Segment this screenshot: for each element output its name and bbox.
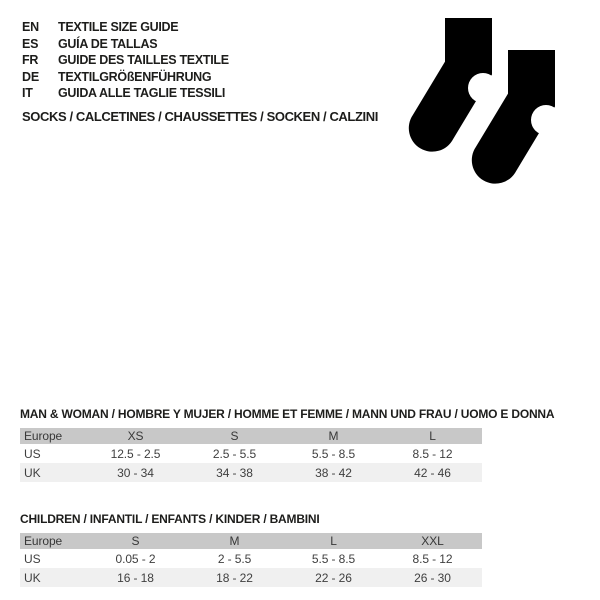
column-header-size: XXL (421, 534, 444, 548)
table-header-row (20, 533, 482, 549)
column-header-size: XS (127, 429, 144, 443)
size-cell: 16 - 18 (117, 570, 154, 585)
column-header-size: M (229, 534, 240, 548)
language-title: GUIDA ALLE TAGLIE TESSILI (58, 86, 226, 101)
region-label: US (24, 446, 41, 461)
language-row-de (22, 69, 229, 86)
language-row-en (22, 19, 229, 36)
language-title: GUÍA DE TALLAS (58, 36, 158, 51)
table-title: MAN & WOMAN / HOMBRE Y MUJER / HOMME ET FEMME / MANN UND FRAU / UOMO E DONNA (20, 407, 555, 421)
table-header-row (20, 428, 482, 444)
region-label: UK (24, 570, 41, 585)
column-header-region: Europe (24, 534, 63, 548)
region-label: UK (24, 465, 41, 480)
size-cell: 8.5 - 12 (412, 551, 453, 566)
language-row-fr (22, 52, 229, 69)
size-cell: 8.5 - 12 (412, 446, 453, 461)
size-table-man-woman (20, 407, 555, 482)
socks-icon (400, 10, 570, 190)
language-title: GUIDE DES TAILLES TEXTILE (58, 53, 229, 68)
language-title: TEXTILGRÖßENFÜHRUNG (58, 69, 212, 84)
size-cell: 0.05 - 2 (115, 551, 156, 566)
size-cell: 18 - 22 (216, 570, 253, 585)
column-header-size: L (330, 534, 337, 548)
table-row-uk (20, 568, 482, 587)
column-header-size: L (429, 429, 436, 443)
product-categories-line: SOCKS / CALCETINES / CHAUSSETTES / SOCKEN / CALZINI (22, 109, 378, 124)
language-code: IT (22, 86, 33, 101)
size-cell: 26 - 30 (414, 570, 451, 585)
table-row-us (20, 444, 482, 463)
size-cell: 12.5 - 2.5 (110, 446, 161, 461)
size-cell: 34 - 38 (216, 465, 253, 480)
language-row-it (22, 85, 229, 102)
language-code: DE (22, 69, 39, 84)
size-cell: 38 - 42 (315, 465, 352, 480)
language-list (22, 19, 229, 102)
size-cell: 2 - 5.5 (217, 551, 252, 566)
language-row-es (22, 36, 229, 53)
column-header-size: S (131, 534, 140, 548)
size-cell: 42 - 46 (414, 465, 451, 480)
table-row-us (20, 549, 482, 568)
column-header-size: S (230, 429, 239, 443)
size-cell: 5.5 - 8.5 (311, 446, 356, 461)
column-header-region: Europe (24, 429, 63, 443)
language-code: FR (22, 53, 39, 68)
region-label: US (24, 551, 41, 566)
column-header-size: M (328, 429, 339, 443)
language-code: ES (22, 36, 39, 51)
language-code: EN (22, 20, 39, 35)
language-title: TEXTILE SIZE GUIDE (58, 20, 179, 35)
size-cell: 22 - 26 (315, 570, 352, 585)
size-cell: 30 - 34 (117, 465, 154, 480)
size-table-children (20, 512, 482, 587)
table-row-uk (20, 463, 482, 482)
size-cell: 5.5 - 8.5 (311, 551, 356, 566)
table-title: CHILDREN / INFANTIL / ENFANTS / KINDER / BAMBINI (20, 512, 320, 526)
size-cell: 2.5 - 5.5 (212, 446, 257, 461)
